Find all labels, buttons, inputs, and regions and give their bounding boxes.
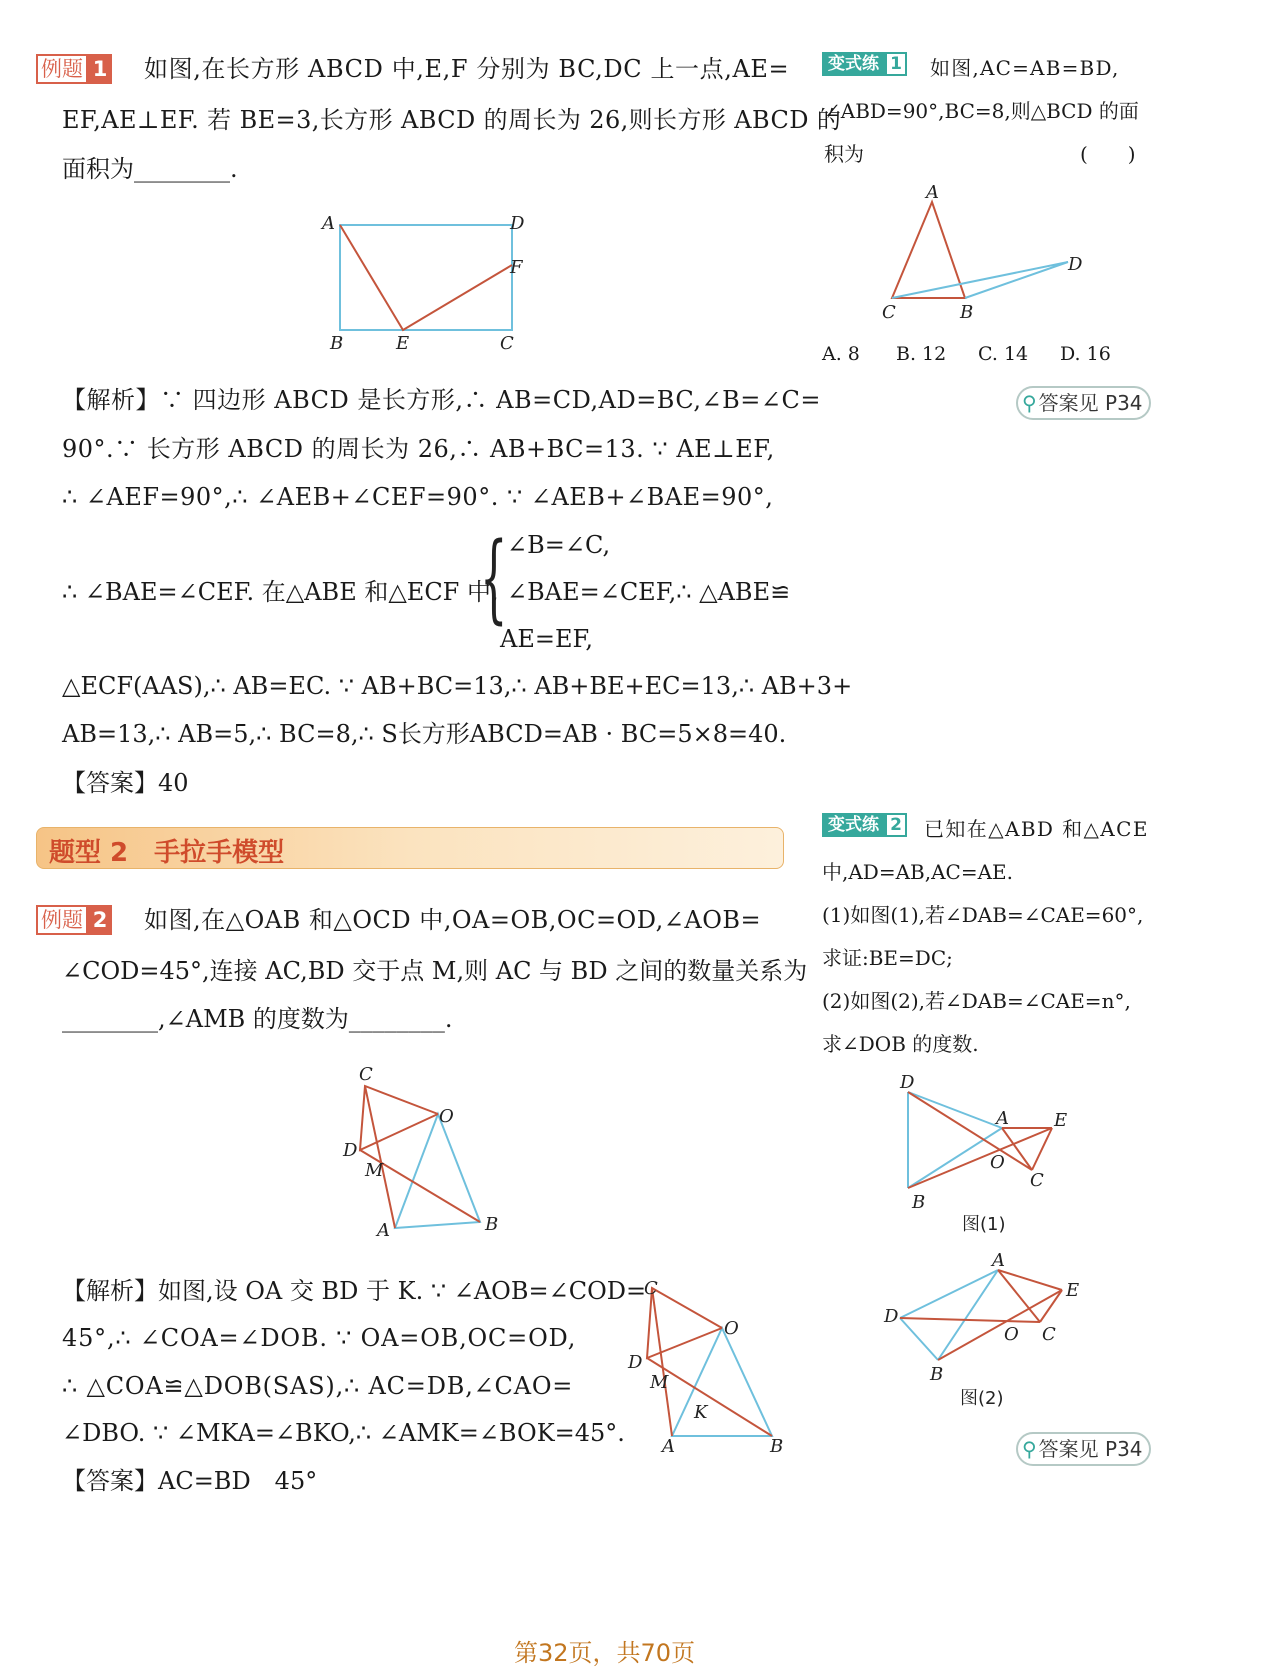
label-d: D xyxy=(510,213,525,234)
solution2-line4: ∠DBO. ∵ ∠MKA=∠BKO,∴ ∠AMK=∠BOK=45°. xyxy=(62,1419,625,1447)
label-b: B xyxy=(912,1192,926,1213)
label-b: B xyxy=(960,302,974,323)
rectangle-abcd xyxy=(340,225,512,330)
label-a: A xyxy=(926,182,939,203)
label-e: E xyxy=(1066,1280,1080,1301)
variant2-answer-ref[interactable] xyxy=(1016,1432,1151,1466)
label-k: K xyxy=(694,1402,708,1423)
label-a: A xyxy=(662,1436,675,1457)
label-a: A xyxy=(992,1250,1005,1271)
pin-icon: ⚲ xyxy=(1022,1437,1037,1461)
system-brace: { xyxy=(480,522,508,634)
variant1-option-a: A. 8 xyxy=(822,343,860,365)
solution1-system-3: AE=EF, xyxy=(500,625,594,653)
label-c: C xyxy=(882,302,896,323)
label-c: C xyxy=(1042,1324,1056,1345)
example-tag: 例题 xyxy=(36,54,88,84)
answer-ref-text: 答案见 P34 xyxy=(1038,1437,1143,1461)
pin-icon: ⚲ xyxy=(1022,391,1037,415)
example-number: 1 xyxy=(88,54,112,84)
label-b: B xyxy=(770,1436,784,1457)
label-d: D xyxy=(900,1072,915,1093)
variant2-header xyxy=(822,813,907,837)
variant1-line3: 积为 xyxy=(824,142,864,166)
section-title: 题型 2 手拉手模型 xyxy=(49,838,285,868)
label-f: F xyxy=(510,257,523,278)
label-a: A xyxy=(377,1220,390,1241)
figure2-caption: 图(2) xyxy=(960,1388,1004,1409)
variant1-option-d: D. 16 xyxy=(1060,343,1111,365)
example1-line2: EF,AE⊥EF. 若 BE=3,长方形 ABCD 的周长为 26,则长方形 ABCD 的 xyxy=(62,106,842,134)
page-indicator: 第32页，共70页 xyxy=(514,1639,696,1667)
variant-tag: 变式练 xyxy=(822,52,885,76)
label-d: D xyxy=(884,1306,899,1327)
variant1-answer-ref[interactable] xyxy=(1016,386,1151,420)
variant1-line1: 如图,AC=AB=BD, xyxy=(930,56,1120,80)
segment-db xyxy=(900,1318,938,1360)
label-o: O xyxy=(724,1318,739,1339)
segment-ac xyxy=(365,1086,395,1228)
rectangle-figure xyxy=(320,205,550,355)
example2-line2: ∠COD=45°,连接 AC,BD 交于点 M,则 AC 与 BD 之间的数量关系为 xyxy=(62,957,808,985)
label-c: C xyxy=(500,333,514,354)
solution1-line2: 90°.∵ 长方形 ABCD 的周长为 26,∴ AB+BC=13. ∵ AE⊥EF, xyxy=(62,435,775,463)
solution2-figure xyxy=(622,1268,792,1458)
solution1-system-1: ∠B=∠C, xyxy=(507,531,611,559)
triangle-oab xyxy=(395,1114,480,1228)
variant-number: 1 xyxy=(885,52,907,76)
variant1-paren: ( ) xyxy=(1080,142,1136,166)
label-e: E xyxy=(1054,1110,1068,1131)
answer-ref-text: 答案见 P34 xyxy=(1038,391,1143,415)
label-a: A xyxy=(996,1108,1009,1129)
variant2-figure2 xyxy=(880,1250,1090,1410)
solution1-answer: 【答案】40 xyxy=(62,769,189,797)
solution1-line6: AB=13,∴ AB=5,∴ BC=8,∴ S长方形ABCD=AB · BC=5×8=40. xyxy=(62,720,787,748)
segment-ac xyxy=(1002,1128,1032,1170)
variant1-header xyxy=(822,52,907,76)
example-number: 2 xyxy=(88,905,112,935)
variant1-line2: ∠ABD=90°,BC=8,则△BCD 的面 xyxy=(824,99,1139,123)
solution1-system-2: ∠BAE=∠CEF,∴ △ABE≌ xyxy=(507,578,791,606)
solution1-line5: △ECF(AAS),∴ AB=EC. ∵ AB+BC=13,∴ AB+BE+EC=13,∴ AB+3+ xyxy=(62,672,853,700)
example1-header xyxy=(36,54,112,84)
solution1-line1: 【解析】∵ 四边形 ABCD 是长方形,∴ AB=CD,AD=BC,∠B=∠C= xyxy=(62,386,821,414)
hand-in-hand-figure xyxy=(335,1060,515,1245)
variant2-line5: (2)如图(2),若∠DAB=∠CAE=n°, xyxy=(822,989,1131,1013)
label-c: C xyxy=(359,1064,373,1085)
segment-dc xyxy=(908,1092,1032,1170)
example1-line3: 面积为________. xyxy=(62,155,238,183)
variant1-option-b: B. 12 xyxy=(896,343,947,365)
label-m: M xyxy=(650,1372,669,1393)
label-e: E xyxy=(396,333,410,354)
label-c: C xyxy=(644,1278,658,1299)
variant1-option-c: C. 14 xyxy=(978,343,1029,365)
triangle-abc xyxy=(892,202,965,298)
label-d: D xyxy=(628,1352,643,1373)
label-b: B xyxy=(930,1364,944,1385)
solution2-line1: 【解析】如图,设 OA 交 BD 于 K. ∵ ∠AOB=∠COD= xyxy=(62,1277,647,1305)
segment-ba xyxy=(908,1128,1002,1188)
variant2-line1: 已知在△ABD 和△ACE xyxy=(924,817,1149,841)
label-o: O xyxy=(439,1106,454,1127)
label-o: O xyxy=(1004,1324,1019,1345)
segments-ae-ef xyxy=(340,225,512,330)
variant2-line3: (1)如图(1),若∠DAB=∠CAE=60°, xyxy=(822,903,1144,927)
label-c: C xyxy=(1030,1170,1044,1191)
segment-ba xyxy=(938,1270,998,1360)
label-b: B xyxy=(485,1214,499,1235)
solution2-line2: 45°,∴ ∠COA=∠DOB. ∵ OA=OB,OC=OD, xyxy=(62,1324,577,1352)
segment-da xyxy=(900,1270,998,1318)
triangle-ocd xyxy=(647,1288,722,1358)
variant1-figure xyxy=(870,178,1090,323)
variant-number: 2 xyxy=(885,813,907,837)
section-bar xyxy=(36,827,784,869)
solution2-line3: ∴ △COA≌△DOB(SAS),∴ AC=DB,∠CAO= xyxy=(62,1372,574,1400)
solution2-answer: 【答案】AC=BD 45° xyxy=(62,1467,318,1495)
example1-line1: 如图,在长方形 ABCD 中,E,F 分别为 BC,DC 上一点,AE= xyxy=(144,55,790,83)
triangle-bcd xyxy=(892,262,1068,298)
figure1-caption: 图(1) xyxy=(962,1214,1006,1235)
label-d: D xyxy=(343,1140,358,1161)
example2-line3: ________,∠AMB 的度数为________. xyxy=(62,1005,453,1033)
label-m: M xyxy=(365,1160,384,1181)
label-b: B xyxy=(330,333,344,354)
variant2-line2: 中,AD=AB,AC=AE. xyxy=(822,860,1013,884)
solution1-line3: ∴ ∠AEF=90°,∴ ∠AEB+∠CEF=90°. ∵ ∠AEB+∠BAE=90°, xyxy=(62,483,774,511)
label-o: O xyxy=(990,1152,1005,1173)
variant2-line6: 求∠DOB 的度数. xyxy=(822,1032,979,1056)
example-tag: 例题 xyxy=(36,905,88,935)
example2-line1: 如图,在△OAB 和△OCD 中,OA=OB,OC=OD,∠AOB= xyxy=(144,906,762,934)
variant-tag: 变式练 xyxy=(822,813,885,837)
variant2-figure1 xyxy=(892,1070,1092,1235)
segment-ae xyxy=(998,1270,1062,1290)
segment-ec xyxy=(1040,1290,1062,1322)
label-a: A xyxy=(322,213,335,234)
label-d: D xyxy=(1068,254,1083,275)
solution1-line4: ∴ ∠BAE=∠CEF. 在△ABE 和△ECF 中, xyxy=(62,578,499,606)
example2-header xyxy=(36,905,112,935)
segment-dc xyxy=(900,1318,1040,1322)
variant2-line4: 求证:BE=DC; xyxy=(822,946,953,970)
